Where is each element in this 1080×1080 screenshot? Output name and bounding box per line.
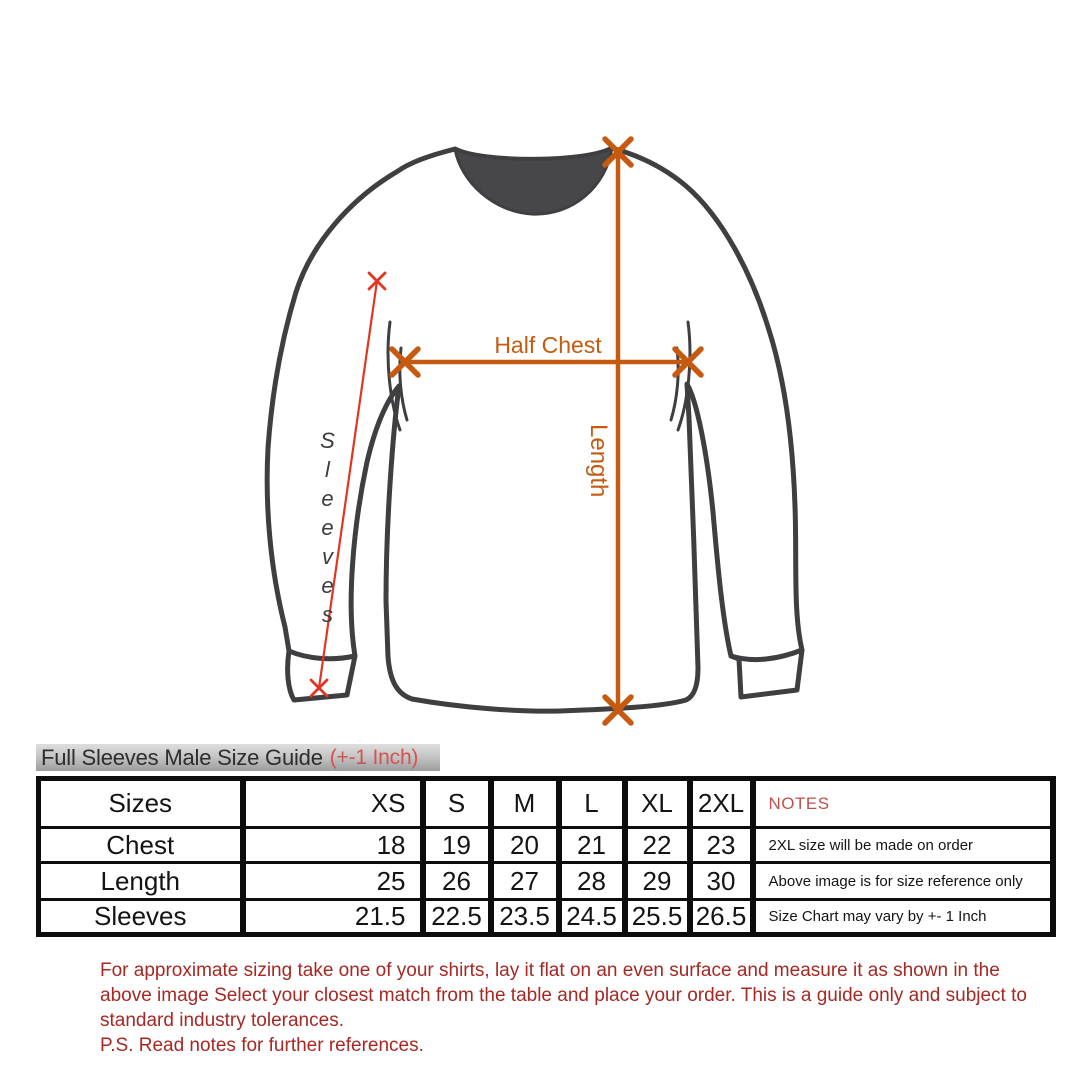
sleeves-xs-value: 21.5 (243, 900, 423, 935)
size-guide-title-bar (36, 744, 440, 771)
size-table-header-row (39, 779, 1053, 828)
length-label: Length (585, 424, 612, 498)
sleeves-m-value: 23.5 (491, 900, 559, 935)
note-cell-1: 2XL size will be made on order (753, 828, 1053, 863)
sizes-header: Sizes (39, 779, 243, 828)
table-row-length (39, 863, 1053, 900)
length-xs-value: 25 (243, 863, 423, 900)
size-table (36, 776, 1056, 937)
table-row-sleeves (39, 900, 1053, 935)
length-2xl-value: 30 (690, 863, 753, 900)
shirt-body-outline (267, 148, 802, 711)
col-header-l: L (559, 779, 625, 828)
length-xl-value: 29 (625, 863, 690, 900)
instruction-line-3: standard industry tolerances. (100, 1010, 344, 1031)
table-row-chest (39, 828, 1053, 863)
sleeves-2xl-value: 26.5 (690, 900, 753, 935)
length-s-value: 26 (423, 863, 491, 900)
sleeves-s-value: 22.5 (423, 900, 491, 935)
note-cell-3: Size Chart may vary by +- 1 Inch (753, 900, 1053, 935)
chest-m-value: 20 (491, 828, 559, 863)
row-label-length: Length (39, 863, 243, 900)
instruction-line-1: For approximate sizing take one of your shirts, lay it flat on an even surface and measure it as shown in the (100, 960, 1000, 981)
note-cell-2: Above image is for size reference only (753, 863, 1053, 900)
length-l-value: 28 (559, 863, 625, 900)
sleeves-xl-value: 25.5 (625, 900, 690, 935)
size-guide-title: Full Sleeves Male Size Guide (41, 744, 323, 770)
col-header-m: M (491, 779, 559, 828)
shirt-illustration (267, 148, 802, 711)
row-label-sleeves: Sleeves (39, 900, 243, 935)
chest-l-value: 21 (559, 828, 625, 863)
chest-xl-value: 22 (625, 828, 690, 863)
tolerance-note: (+-1 Inch) (329, 745, 419, 769)
chest-xs-value: 18 (243, 828, 423, 863)
instruction-line-4: P.S. Read notes for further references. (100, 1035, 424, 1056)
col-header-xs: XS (243, 779, 423, 828)
sleeves-label: Sleeves (315, 428, 340, 631)
chest-s-value: 19 (423, 828, 491, 863)
row-label-chest: Chest (39, 828, 243, 863)
chest-2xl-value: 23 (690, 828, 753, 863)
instruction-line-2: above image Select your closest match from the table and place your order. This is a guide only and subject to (100, 985, 1027, 1006)
sleeves-l-value: 24.5 (559, 900, 625, 935)
col-header-s: S (423, 779, 491, 828)
col-header-2xl: 2XL (690, 779, 753, 828)
length-m-value: 27 (491, 863, 559, 900)
col-header-xl: XL (625, 779, 690, 828)
notes-header: NOTES (753, 779, 1053, 828)
half-chest-label: Half Chest (494, 332, 602, 358)
sizing-instructions (100, 958, 1027, 1058)
